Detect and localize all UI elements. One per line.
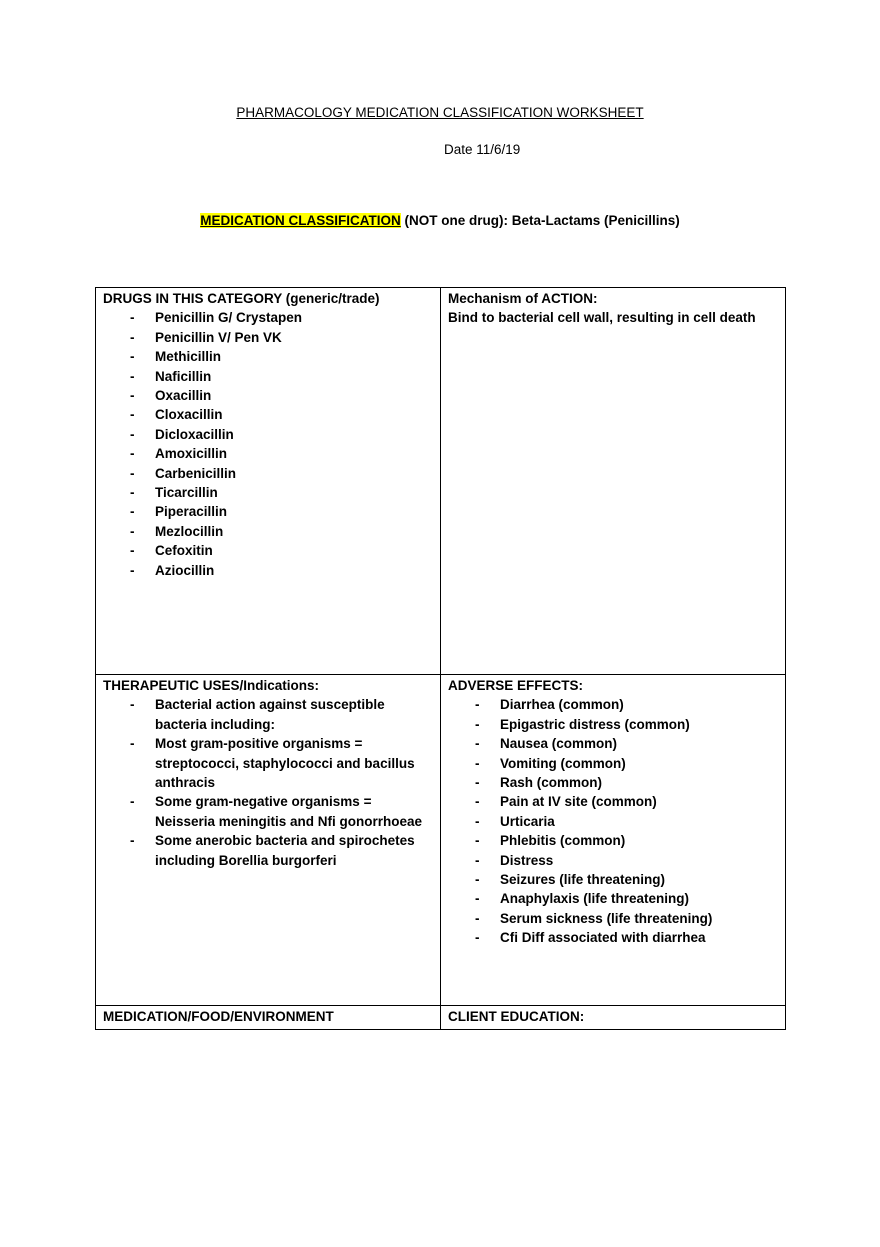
list-item: - Distress (448, 851, 778, 870)
therapeutic-cell (96, 675, 441, 1006)
drugs-list (103, 308, 433, 580)
list-item: - Piperacillin (103, 502, 433, 521)
education-header: CLIENT EDUCATION: (448, 1009, 585, 1024)
date-label: Date 11/6/19 (444, 142, 521, 157)
list-item: - Cloxacillin (103, 405, 433, 424)
adverse-list (448, 695, 778, 947)
list-item: - Phlebitis (common) (448, 831, 778, 850)
list-item: - Seizures (life threatening) (448, 870, 778, 889)
list-item: - Cfi Diff associated with diarrhea (448, 928, 778, 947)
table-row (96, 675, 786, 1006)
list-item: - Mezlocillin (103, 522, 433, 541)
drugs-cell (96, 288, 441, 675)
list-item: - Naficillin (103, 367, 433, 386)
page-title: PHARMACOLOGY MEDICATION CLASSIFICATION WORKSHEET (236, 105, 644, 120)
interactions-cell (96, 1006, 441, 1030)
list-item: - Dicloxacillin (103, 425, 433, 444)
list-item: - Cefoxitin (103, 541, 433, 560)
therapeutic-list (103, 695, 433, 870)
classification-value: (NOT one drug): Beta-Lactams (Penicillins) (400, 213, 680, 228)
adverse-header: ADVERSE EFFECTS: (448, 678, 584, 693)
mechanism-cell (441, 288, 786, 675)
list-item: - Vomiting (common) (448, 754, 778, 773)
mechanism-header: Mechanism of ACTION: (448, 291, 598, 306)
list-item: - Serum sickness (life threatening) (448, 909, 778, 928)
list-item: - Urticaria (448, 812, 778, 831)
classification-heading (0, 213, 880, 228)
list-item: - Some gram-negative organisms = Neisseria meningitis and Nfi gonorrhoeae (103, 792, 433, 831)
education-cell (441, 1006, 786, 1030)
list-item: - Nausea (common) (448, 734, 778, 753)
list-item: - Penicillin G/ Crystapen (103, 308, 433, 327)
list-item: - Aziocillin (103, 561, 433, 580)
mechanism-text: Bind to bacterial cell wall, resulting in cell death (448, 310, 756, 326)
worksheet-table (95, 287, 786, 1030)
adverse-cell (441, 675, 786, 1006)
list-item: - Carbenicillin (103, 464, 433, 483)
list-item: - Anaphylaxis (life threatening) (448, 889, 778, 908)
classification-label: MEDICATION CLASSIFICATION (200, 213, 401, 228)
list-item: - Bacterial action against susceptible bacteria including: (103, 695, 433, 734)
list-item: - Amoxicillin (103, 444, 433, 463)
drugs-header: DRUGS IN THIS CATEGORY (generic/trade) (103, 291, 380, 306)
list-item: - Some anerobic bacteria and spirochetes including Borellia burgorferi (103, 831, 433, 870)
table-row (96, 1006, 786, 1030)
list-item: - Methicillin (103, 347, 433, 366)
table-row (96, 288, 786, 675)
list-item: - Diarrhea (common) (448, 695, 778, 714)
list-item: - Rash (common) (448, 773, 778, 792)
list-item: - Epigastric distress (common) (448, 715, 778, 734)
list-item: - Pain at IV site (common) (448, 792, 778, 811)
list-item: - Most gram-positive organisms = streptococci, staphylococci and bacillus anthracis (103, 734, 433, 792)
list-item: - Oxacillin (103, 386, 433, 405)
list-item: - Ticarcillin (103, 483, 433, 502)
list-item: - Penicillin V/ Pen VK (103, 328, 433, 347)
therapeutic-header: THERAPEUTIC USES/Indications: (103, 678, 320, 693)
interactions-header: MEDICATION/FOOD/ENVIRONMENT (103, 1009, 334, 1024)
